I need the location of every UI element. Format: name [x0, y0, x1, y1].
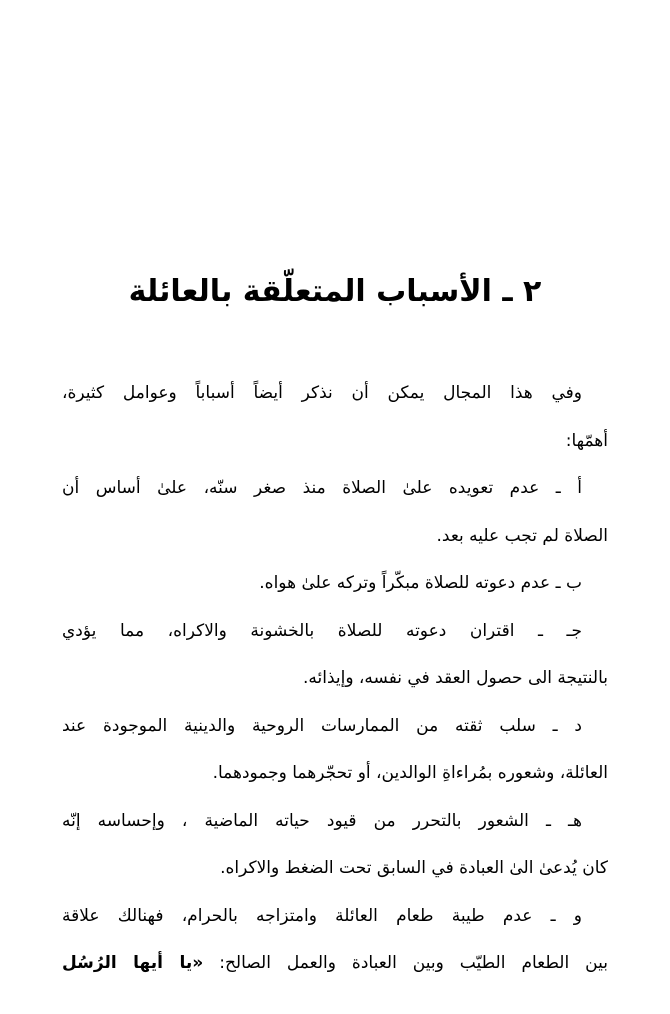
text-line: وفي هذا المجال يمكن أن نذكر أيضاً أسباباً وعوامل كثيرة،: [62, 383, 582, 403]
section-heading: ٢ ـ الأسباب المتعلّقة بالعائلة: [128, 274, 542, 309]
text-line: أ ـ عدم تعويده علىٰ الصلاة منذ صغر سنّه، علىٰ أساس أن: [62, 478, 582, 498]
text-line-with-quote: [62, 940, 608, 988]
text-line: أهمّها:: [565, 430, 608, 451]
text-line: الصلاة لم تجب عليه بعد.: [436, 525, 608, 546]
quran-quote-start: «يا أيها الرُسُل: [62, 953, 204, 973]
text-line: ب ـ عدم دعوته للصلاة مبكّراً وتركه علىٰ هواه.: [259, 573, 582, 593]
text-line: هـ ـ الشعور بالتحرر من قيود حياته الماضية ، وإحساسه إنّه: [62, 810, 582, 831]
text-line: العائلة، وشعوره بمُراءاةِ الوالدين، أو تحجّرهما وجمودهما.: [212, 763, 608, 783]
text-line: و ـ عدم طيبة طعام العائلة وامتزاجه بالحرام، فهنالك علاقة: [62, 905, 582, 926]
text-line: كان يُدعىٰ الىٰ العبادة في السابق تحت الضغط والاكراه.: [220, 858, 608, 878]
text-line: جـ ـ اقتران دعوته للصلاة بالخشونة والاكراه، مما يؤدي: [62, 620, 582, 641]
text-line: بالنتيجة الى حصول العقد في نفسه، وإيذائه.: [302, 668, 608, 688]
text-segment: بين الطعام الطيّب وبين العبادة والعمل الصالح:: [219, 953, 608, 973]
text-line: د ـ سلب ثقته من الممارسات الروحية والدينية الموجودة عند: [62, 715, 582, 736]
body-paragraphs: [62, 370, 608, 988]
